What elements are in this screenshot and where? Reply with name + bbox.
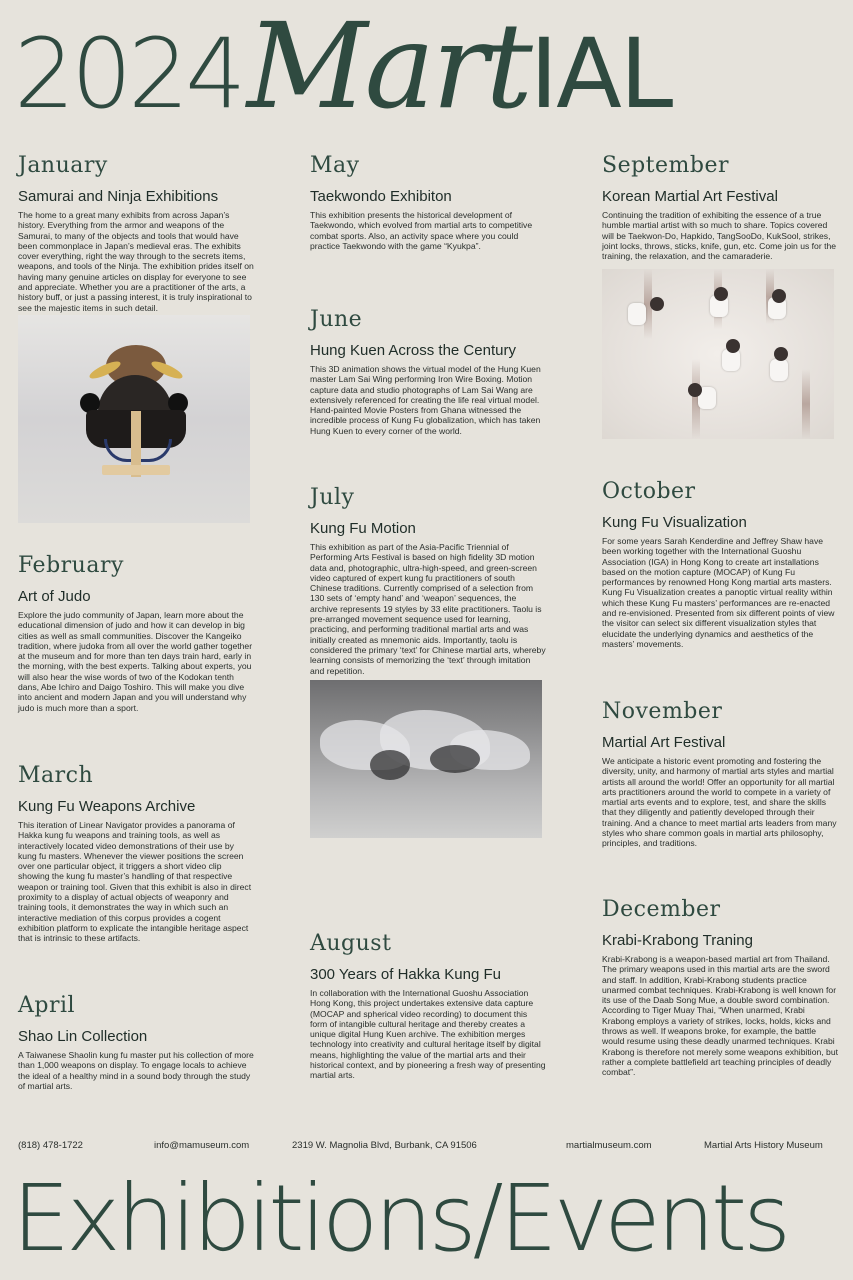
event-november (602, 698, 838, 849)
kung-fu-visualization-image (602, 269, 834, 439)
event-august (310, 930, 546, 1081)
contact-footer (18, 1140, 838, 1154)
samurai-helmet-image (18, 315, 250, 523)
event-april (18, 992, 254, 1091)
month-heading: June (310, 307, 363, 332)
event-july (310, 484, 546, 838)
figure-head (774, 347, 788, 361)
event-title: Kung Fu Motion (310, 520, 416, 537)
event-title: Krabi-Krabong Traning (602, 932, 753, 949)
event-title: Korean Martial Art Festival (602, 188, 778, 205)
event-description: Krabi-Krabong is a weapon-based martial art from Thailand. The primary weapons used in this martial arts are the sword and staff. In addition, Krabi-Krabong students practice unarmed combat techniques. Krabi-Krabong is well known for its use of the Daab Song Mue, a double sword combination. According to Tiger Muay Thai, “When unarmed, Krabi Krabong employs a variety of strikes, locks, holds, kicks and throws as well. If weapons broke, for example, the battle would resume using these deadly unarmed techniques. Krabi Krabong is therefore not merely some weapons exhibition, but rather a complete battlefield art teaching principles of deadly combat”. (602, 954, 838, 1078)
month-heading: November (602, 699, 723, 724)
event-description: This exhibition as part of the Asia-Pacific Triennial of Performing Arts Festival is based on high fidelity 3D motion data and, photographic, ultra-high-speed, and green-screen video captured of expert kung fu practitioners of south Chinese traditions. Currently comprised of a selection from 130 sets of ‘empty hand’ and ‘weapon’ sequences, the archive represents 19 styles by 33 elite practitioners. Taolu is pre-arranged movement sequence used for learning, practicing, and performing traditional martial arts and was initially created as mnemonic aids. Importantly, taolu is considered the primary ‘text’ for Chinese martial arts, whereby learning consists of memorizing the ‘text’ through imitation and repetition. (310, 542, 546, 676)
event-title: 300 Years of Hakka Kung Fu (310, 966, 501, 983)
address: 2319 W. Magnolia Blvd, Burbank, CA 91506 (292, 1140, 477, 1151)
event-description: This 3D animation shows the virtual model of the Hung Kuen master Lam Sai Wing performing Iron Wire Boxing. Motion capture data and studio photographs of Lam Sai Wang are extensively referenced for creating the life real virtual model. Hand-painted Movie Posters from Ghana witnessed the incredible process of Kung Fu globalization, which has taken Hung Kuen to every corner of the world. (310, 364, 541, 436)
month-heading: September (602, 153, 730, 178)
event-description: Explore the judo community of Japan, learn more about the educational dimension of judo and how it can develop in big cities as well as small communities. Discover the Kangeiko tradition, where judoka from all over the world gather together at the museum and for more than ten days train hard, early in the morning, with the best experts. Talking about experts, you will also hear the wise words of two of the Kodokan tenth dans, Abe Ichiro and Daigo Toshiro. This will make you dive into ancient and modern Japan and you will understand why judo is much more than a sport. (18, 610, 253, 713)
event-title: Hung Kuen Across the Century (310, 342, 516, 359)
motion-shadow (370, 750, 410, 780)
event-june (310, 306, 546, 436)
event-december (602, 896, 838, 1078)
phone-number[interactable]: (818) 478-1722 (18, 1140, 83, 1151)
event-may (310, 152, 546, 251)
month-heading: January (18, 153, 108, 178)
motion-streak (802, 369, 810, 439)
event-description: This iteration of Linear Navigator provides a panorama of Hakka kung fu weapons and training tools, as well as interactively located video demonstrations of their use by kung fu masters. Whenever the viewer positions the screen over one particular object, it triggers a short video clip showing the kung fu master’s handling of that respective weapon or training tool. Given that this exhibit is also in direct proximity to a display of actual objects of weaponry and training tools, it demonstrates the way in which such an interactive mediation of this corpus provides a cogent exhibition platform to explicate the intangible heritage aspect that is intrinsic to these artifacts. (18, 820, 252, 944)
event-march (18, 762, 254, 944)
month-heading: March (18, 763, 94, 788)
month-heading: April (18, 993, 76, 1018)
kung-fu-motion-image (310, 680, 542, 838)
month-heading: August (310, 931, 392, 956)
event-description: We anticipate a historic event promoting and fostering the diversity, unity, and harmony of martial arts styles and martial artists all around the world! Offer an opportunity for all martial arts practitioners around the world to compete in a variety of martial arts events and to explore, test, and share the skills that they diligently and patiently developed through their training. And a chance to meet martial arts leaders from many styles who share common goals in martial arts philosophy, principles, and traditions. (602, 756, 837, 849)
event-title: Samurai and Ninja Exhibitions (18, 188, 219, 205)
event-january (18, 152, 254, 523)
month-heading: October (602, 479, 696, 504)
poster-header (14, 6, 839, 136)
event-title: Kung Fu Visualization (602, 514, 747, 531)
figure-head (650, 297, 664, 311)
figure (628, 303, 646, 325)
helmet-stand-base (102, 465, 170, 475)
header-title-script: Mart (246, 6, 530, 135)
museum-name: Martial Arts History Museum (704, 1140, 823, 1151)
event-title: Taekwondo Exhibiton (310, 188, 452, 205)
header-title-caps: IAL (529, 18, 672, 130)
event-description: A Taiwanese Shaolin kung fu master put his collection of more than 1,000 weapons on display. To engage locals to achieve the ideal of a healthy mind in a sound body through the study of martial arts. (18, 1050, 254, 1091)
event-title: Art of Judo (18, 588, 91, 605)
event-title: Martial Art Festival (602, 734, 726, 751)
event-description: Continuing the tradition of exhibiting the essence of a true humble martial artist with so much to share. Topics covered will be Taekwon-Do, Hapkido, TangSooDo, KukSool, strikes, joint locks, throws, sticks, knife, gun, etc. Come join us for the training, the relaxation, and the camaraderie. (602, 210, 837, 262)
event-description: In collaboration with the International Guoshu Association Hong Kong, this project undertakes extensive data capture (MOCAP and spherical video recording) to document this form of intangible cultural heritage and thereby creates a unique digital Hung Kuen archive. The exhibition merges technology into creativity and cultural heritage itself by digital means, highlighting the value of the martial arts and their historical context, and by pioneering a fresh way of presenting martial arts. (310, 988, 546, 1081)
event-title: Kung Fu Weapons Archive (18, 798, 196, 815)
month-heading: July (310, 485, 355, 510)
figure (770, 359, 788, 381)
event-october (602, 478, 838, 649)
event-september (602, 152, 838, 439)
event-description: For some years Sarah Kenderdine and Jeffrey Shaw have been working together with the International Guoshu Association (IGA) in Hong Kong to create art installations based on the motion capture (MOCAP) of Kung Fu performances by renowned Hong Kong martial arts masters. Kung Fu Visualization creates a panoptic virtual reality within which these Kung Fu masters’ performances are re-enacted and re-envisioned. Presented from six different points of view the visitor can select six different visualization styles that elucidate the underlying dynamics and aesthetics of the masters’ movements. (602, 536, 835, 649)
email-link[interactable]: info@mamuseum.com (154, 1140, 250, 1151)
event-title: Shao Lin Collection (18, 1028, 148, 1045)
motion-shadow (430, 745, 480, 773)
event-description: This exhibition presents the historical development of Taekwondo, which evolved from martial arts to competitive combat sports. Also, an activity space where you could practice Taekwondo with the game “Kyukpa”. (310, 210, 533, 251)
month-heading: December (602, 897, 721, 922)
footer-title: Exhibitions/Events (12, 1165, 788, 1272)
month-heading: February (18, 553, 124, 578)
event-february (18, 552, 254, 713)
month-heading: May (310, 153, 360, 178)
event-description: The home to a great many exhibits from across Japan’s history. Everything from the armor and weapons of the Samurai, to many of the objects and tools that would have been commonplace in Japan’s medieval eras. The exhibits cover everything, right the way through to the secrets items, weapons, and tools of the Ninja. The exhibition prides itself on having many genuine articles on display for everyone to see and appreciate. Whether you are a practitioner of the arts, a history buff, or just a passing interest, it is truly inspirational to see the majestic items in such detail. (18, 210, 254, 313)
website-link[interactable]: martialmuseum.com (566, 1140, 652, 1151)
header-year: 2024 (14, 18, 243, 130)
